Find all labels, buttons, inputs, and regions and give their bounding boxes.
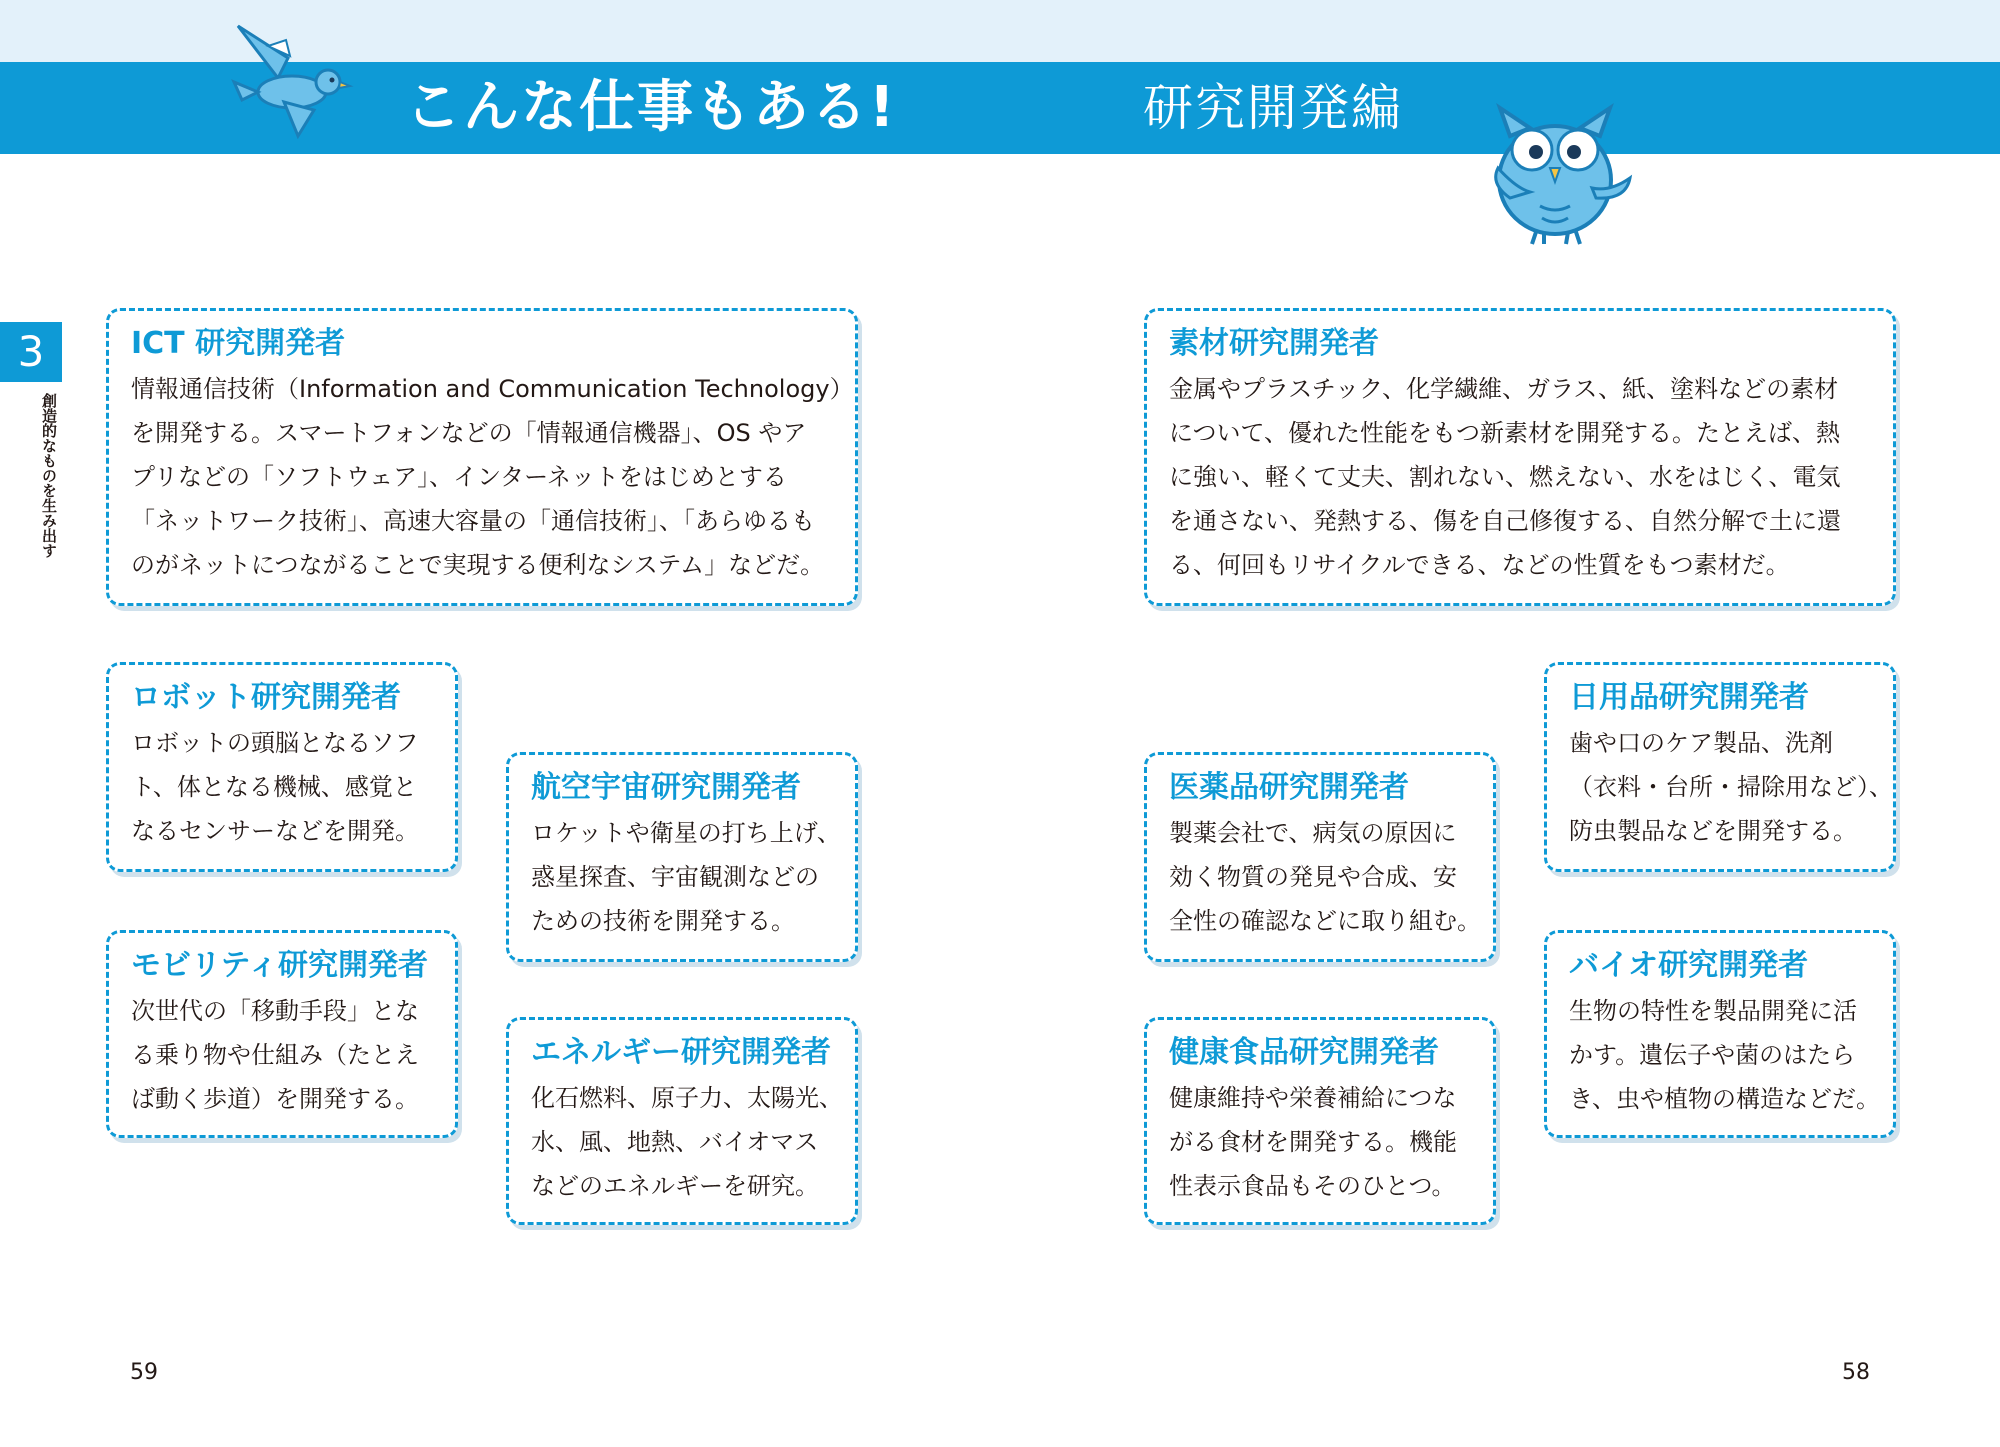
card-bio [1544,930,1896,1138]
card-text: 情報通信技術（Information and Communication Technology） を開発する。スマートフォンなどの「情報通信機器」、OS やア プリなどの「ソフトウェア」、インターネットをはじめとする 「ネットワーク技術」、高速大容量の「通信技術」、「あらゆるも のがネットにつながることで実現する便利なシステム」などだ。 [131,375,854,579]
card-robot [106,662,458,872]
page-number-right: 58 [1842,1360,1870,1385]
card-mobility [106,930,458,1138]
card-title: 航空宇宙研究開発者 [531,770,801,805]
chapter-label: 創造的なものを生み出す [40,393,58,558]
banner-title: こんな仕事もある! [405,75,897,140]
card-text: 次世代の「移動手段」とな る乗り物や仕組み（たとえ ば動く歩道）を開発する。 [131,997,419,1113]
card-daily [1544,662,1896,872]
card-text: 歯や口のケア製品、洗剤 （衣料・台所・掃除用など）、 防虫製品などを開発する。 [1569,729,1893,845]
card-text: 生物の特性を製品開発に活 かす。遺伝子や菌のはたら き、虫や植物の構造などだ。 [1569,997,1881,1113]
card-text: 製薬会社で、病気の原因に 効く物質の発見や合成、安 全性の確認などに取り組む。 [1169,819,1481,935]
card-text: ロボットの頭脳となるソフ ト、体となる機械、感覚と なるセンサーなどを開発。 [131,729,419,845]
card-title: エネルギー研究開発者 [531,1035,831,1070]
card-food [1144,1017,1496,1225]
card-title: 素材研究開発者 [1169,326,1379,361]
page-number-left: 59 [130,1360,158,1385]
card-text: ロケットや衛星の打ち上げ、 惑星探査、宇宙観測などの ための技術を開発する。 [531,819,841,935]
card-title: 日用品研究開発者 [1569,680,1809,715]
card-text: 健康維持や栄養補給につな がる食材を開発する。機能 性表示食品もそのひとつ。 [1169,1084,1457,1200]
card-material [1144,308,1896,606]
card-title: 健康食品研究開発者 [1169,1035,1439,1070]
card-aerospace [506,752,858,962]
card-title: ロボット研究開発者 [131,680,401,715]
banner-subtitle: 研究開発編 [1143,79,1403,137]
card-energy [506,1017,858,1225]
card-pharma [1144,752,1496,962]
owl-icon [1470,88,1640,248]
card-text: 化石燃料、原子力、太陽光、 水、風、地熱、バイオマス などのエネルギーを研究。 [531,1084,843,1200]
card-ict [106,308,858,606]
bird-icon [228,18,356,146]
card-title: 医薬品研究開発者 [1169,770,1409,805]
chapter-number: 3 [0,322,62,382]
card-title: ICT 研究開発者 [131,326,346,361]
card-text: 金属やプラスチック、化学繊維、ガラス、紙、塗料などの素材 について、優れた性能をもつ新素材を開発する。たとえば、熱 に強い、軽くて丈夫、割れない、燃えない、水をはじく、電気 を通さない、発熱する、傷を自己修復する、自然分解で土に還 る、何回もリサイクルできる、などの性質をもつ素材だ。 [1169,375,1841,579]
card-title: モビリティ研究開発者 [131,948,428,983]
card-title: バイオ研究開発者 [1569,948,1809,983]
